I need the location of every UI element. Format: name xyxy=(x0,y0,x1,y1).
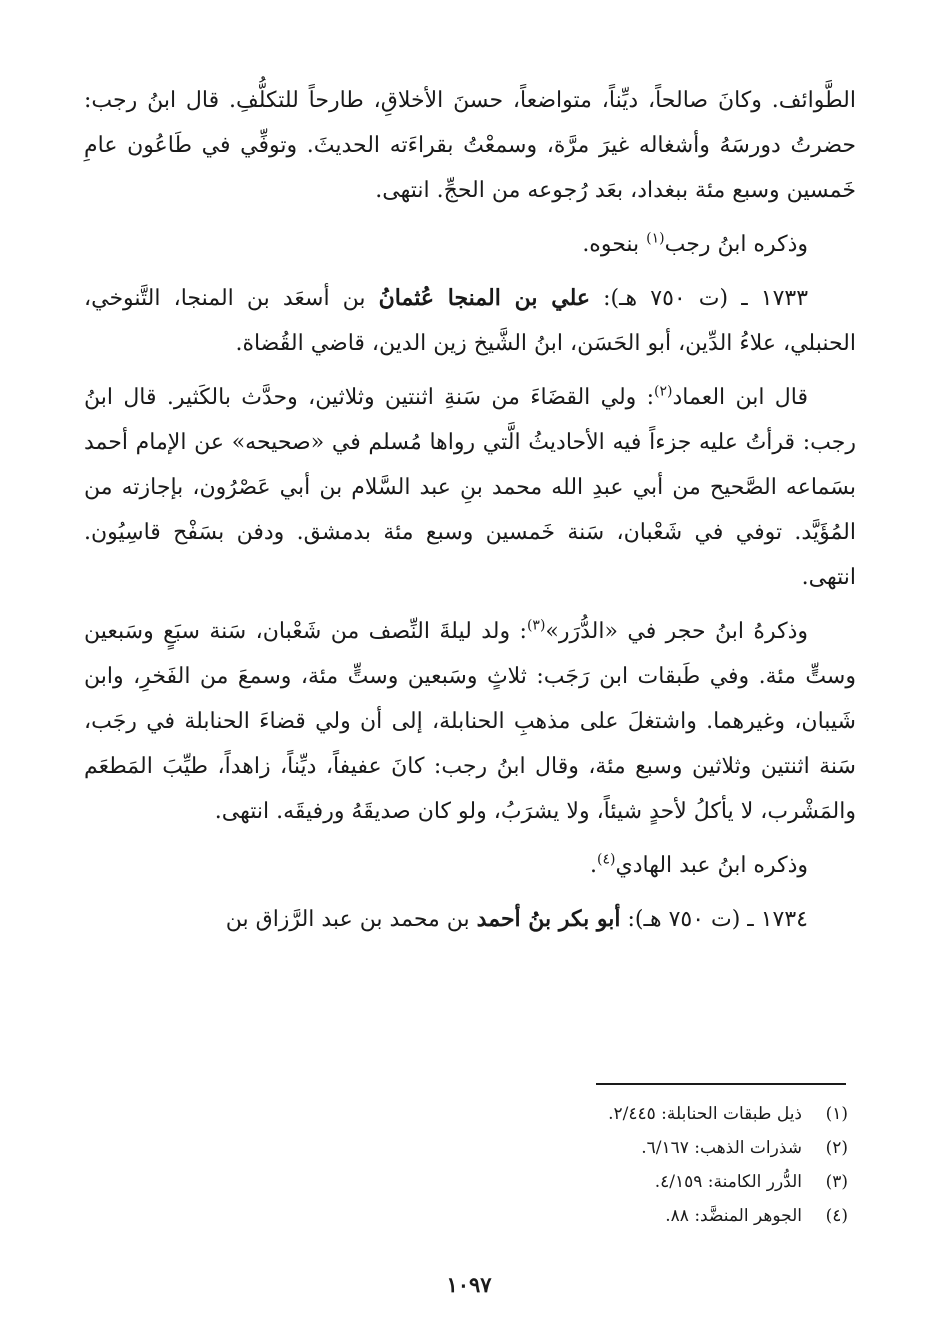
footnote-separator xyxy=(596,1083,846,1085)
entry-number: ١٧٣٣ ـ (ت ٧٥٠ هـ): xyxy=(603,286,809,311)
paragraph-text: الطَّوائف. وكانَ صالحاً، ديِّناً، متواضعاً، حسنَ الأخلاقِ، طارحاً للتكلُّفِ. قال ابنُ رجب: حضرتُ دورسَهُ وأشغاله غيرَ مرَّة، وسمعْتُ بقراءَته الحديثَ. وتوفِّي في طَاعُون عامِ خَمسين وسبع مئة ببغداد، بعَد رُجوعه من الحجِّ. انتهى. xyxy=(84,88,856,203)
entry-text: بن محمد بن عبد الرَّزاق بن xyxy=(225,907,470,932)
paragraph-5 xyxy=(84,609,856,834)
paragraph-2 xyxy=(84,222,856,267)
paragraph-text: وذكرهُ ابنُ حجر في «الدُّرَر» xyxy=(545,619,808,644)
footnotes xyxy=(148,1097,848,1233)
paragraph-text: . xyxy=(590,853,598,878)
entry-number: ١٧٣٤ ـ (ت ٧٥٠ هـ): xyxy=(627,907,808,932)
paragraph-text: وذكره ابنُ عبد الهادي xyxy=(615,853,808,878)
paragraph-text: : ولد ليلةَ النِّصف من شَعْبان، سَنة سبَعٍ وسَبعين وستٍّ مئة. وفي طَبقات ابن رَجَب: ثلاثٍ وسَبعين وستٍّ مئة، وسمعَ من الفَخرِ، وابن شَيبان، وغيرهما. واشتغلَ على مذهبِ الحنابلة، إلى أن ولي قضاءَ الحنابلة في رجَب، سَنة اثنتين وثلاثين وسبع مئة، وقال ابنُ رجب: كانَ عفيفاً، ديِّناً، زاهداً، طيِّبَ المَطعَم والمَشْرب، لا يأكلُ لأحدٍ شيئاً، ولا يشرَبُ، ولو كان صديقَهُ ورفيقَه. انتهى. xyxy=(84,619,856,824)
footnote-4 xyxy=(148,1199,848,1233)
paragraph-text: بنحوه. xyxy=(582,232,640,257)
footnote-2 xyxy=(148,1131,848,1165)
footnote-number: (١) xyxy=(825,1104,848,1124)
footnote-number: (٢) xyxy=(825,1138,848,1158)
footnote-ref-2: (٢) xyxy=(654,383,673,400)
footnote-number: (٤) xyxy=(825,1206,848,1226)
footnote-3 xyxy=(148,1165,848,1199)
footnote-ref-3: (٣) xyxy=(526,617,546,634)
footnote-ref-1: (١) xyxy=(646,230,665,247)
footnote-text: شذرات الذهب: ٦/١٦٧. xyxy=(641,1138,802,1158)
entry-1734 xyxy=(84,897,856,942)
paragraph-text: : ولي القضَاءَ من سَنةِ اثنتين وثلاثين، وحدَّث بالكَثير. قال ابنُ رجب: قرأتُ عليه جزءاً فيه الأحاديثُ الَّتي رواها مُسلم في «صحيحه» عن الإمام أحمد بسَماعه الصَّحيح من أبي عبدِ الله محمد بنِ عبد السَّلام بن أبي عَصْرُون، بإجازته من المُؤَيَّد. توفي في شَعْبان، سَنة خَمسين وسبع مئة بدمشق. ودفن بسَفْح قاسِيُون. انتهى. xyxy=(84,385,856,590)
footnote-text: الدُّرر الكامنة: ٤/١٥٩. xyxy=(654,1172,802,1192)
entry-text: بن أسعَد بن المنجا، التَّنوخي، الحنبلي، علاءُ الدِّين، أبو الحَسَن، ابنُ الشَّيخ زين الدين، قاضي القُضاة. xyxy=(84,286,856,356)
page-number: ١٠٩٧ xyxy=(446,1272,492,1297)
footnote-1 xyxy=(148,1097,848,1131)
paragraph-text: قال ابن العماد xyxy=(672,385,808,410)
footnote-text: ذيل طبقات الحنابلة: ٢/٤٤٥. xyxy=(608,1104,802,1124)
paragraph-1 xyxy=(84,78,856,213)
footnote-text: الجوهر المنضَّد: ٨٨. xyxy=(665,1206,802,1226)
entry-1733 xyxy=(84,276,856,366)
paragraph-4 xyxy=(84,375,856,600)
paragraph-text: وذكره ابنُ رجب xyxy=(664,232,808,257)
footnote-ref-4: (٤) xyxy=(597,851,616,868)
entry-name: أبو بكر بنُ أحمد xyxy=(476,906,621,932)
footnote-number: (٣) xyxy=(825,1172,848,1192)
paragraph-6 xyxy=(84,843,856,888)
entry-name: علي بن المنجا عُثمانُ xyxy=(378,285,590,311)
main-text xyxy=(84,78,856,951)
